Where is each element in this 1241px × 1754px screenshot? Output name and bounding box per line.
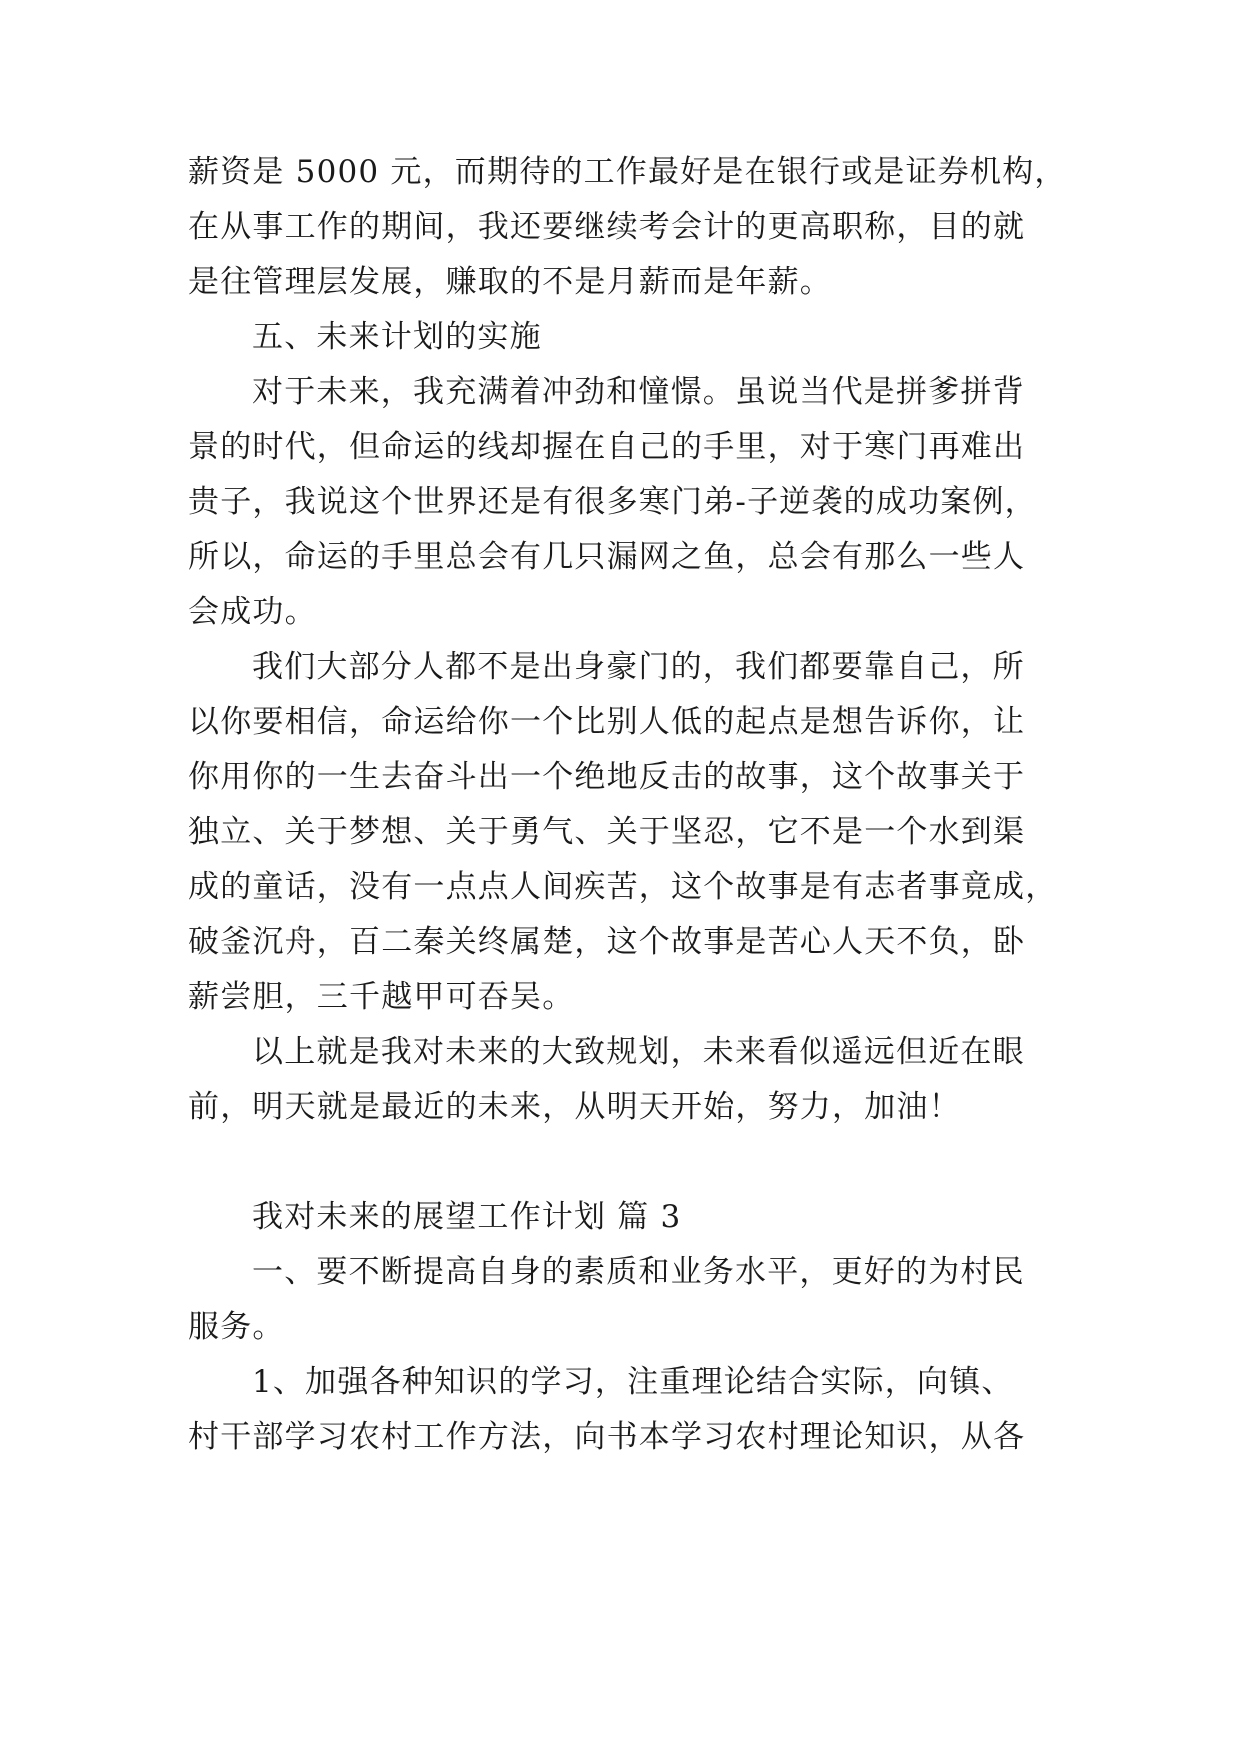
text-line: 服务。 [188, 1309, 285, 1345]
section-heading: 五、未来计划的实施 [252, 319, 542, 355]
text-line: 我们大部分人都不是出身豪门的，我们都要靠自己，所 [252, 649, 1025, 685]
text-line: 一、要不断提高自身的素质和业务水平，更好的为村民 [252, 1254, 1025, 1290]
text-line: 是往管理层发展，赚取的不是月薪而是年薪。 [188, 264, 832, 300]
text-line: 会成功。 [188, 594, 317, 630]
text-line: 景的时代，但命运的线却握在自己的手里，对于寒门再难出 [188, 429, 1026, 465]
text-line: 村干部学习农村工作方法，向书本学习农村理论知识，从各 [188, 1419, 1026, 1455]
text-line: 成的童话，没有一点点人间疾苦，这个故事是有志者事竟成， [188, 869, 1058, 905]
article-title: 我对未来的展望工作计划 篇 3 [252, 1199, 682, 1235]
text-line: 所以，命运的手里总会有几只漏网之鱼，总会有那么一些人 [188, 539, 1026, 575]
text-line: 前，明天就是最近的未来，从明天开始，努力，加油！ [188, 1089, 961, 1125]
text-line: 以你要相信，命运给你一个比别人低的起点是想告诉你，让 [188, 704, 1026, 740]
text-line: 薪尝胆，三千越甲可吞吴。 [188, 979, 575, 1015]
text-line: 破釜沉舟，百二秦关终属楚，这个故事是苦心人天不负，卧 [188, 924, 1026, 960]
text-line: 1、加强各种知识的学习，注重理论结合实际，向镇、 [252, 1364, 1014, 1400]
text-line: 贵子，我说这个世界还是有很多寒门弟-子逆袭的成功案例， [188, 484, 1037, 520]
text-line: 对于未来，我充满着冲劲和憧憬。虽说当代是拼爹拼背 [252, 374, 1025, 410]
text-line: 薪资是 5000 元，而期待的工作最好是在银行或是证券机构， [188, 154, 1067, 190]
text-line: 在从事工作的期间，我还要继续考会计的更高职称，目的就 [188, 209, 1026, 245]
text-line: 独立、关于梦想、关于勇气、关于坚忍，它不是一个水到渠 [188, 814, 1026, 850]
text-line: 以上就是我对未来的大致规划，未来看似遥远但近在眼 [252, 1034, 1025, 1070]
text-line: 你用你的一生去奋斗出一个绝地反击的故事，这个故事关于 [188, 759, 1026, 795]
